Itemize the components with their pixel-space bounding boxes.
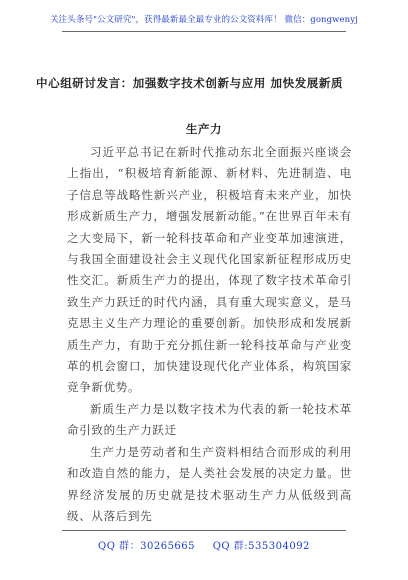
document-body (67, 142, 352, 527)
body-paragraph: 新质生产力是以数字技术为代表的新一轮技术革命引致的生产力跃迁 (67, 401, 352, 438)
header-divider (62, 31, 346, 32)
header-promo-text: 关注头条号"公文研究"，获得最新最全最专业的公文资料库！ 微信：gongwenyj (50, 15, 358, 25)
footer-qq-group-2: QQ 群:535304092 (212, 541, 310, 552)
body-paragraph: 习近平总书记在新时代推动东北全面振兴座谈会上指出，“积极培育新能源、新材料、先进制造、电子信息等战略性新兴产业，积极培育未来产业，加快形成新质生产力，增强发展新动能。”在世界百年未有之大变局下，新一轮科技革命和产业变革加速演进，与我国全面建设社会主义现代化国家新征程形成历史性交汇。新质生产力的提出，体现了数字技术革命引致生产力跃迁的时代内涵，具有重大现实意义，是马克思主义生产力理论的重要创新。加快形成和发展新质生产力，有助于充分抓住新一轮科技革命与产业变革的机会窗口，加快建设现代化产业体系，构筑国家竞争新优势。 (67, 145, 352, 395)
footer-divider (62, 530, 346, 531)
document-title-line-2: 生产力 (185, 122, 223, 136)
body-paragraph: 生产力是劳动者和生产资料相结合而形成的利用和改造自然的能力，是人类社会发展的决定力量。世界经济发展的历史就是技术驱动生产力从低级到高级、从落后到先 (67, 444, 352, 523)
footer-contact (0, 537, 408, 552)
footer-qq-group-1: QQ 群：30265665 (98, 541, 196, 552)
document-title-line-1: 中心组研讨发言：加强数字技术创新与应用 加快发展新质 (36, 76, 344, 90)
